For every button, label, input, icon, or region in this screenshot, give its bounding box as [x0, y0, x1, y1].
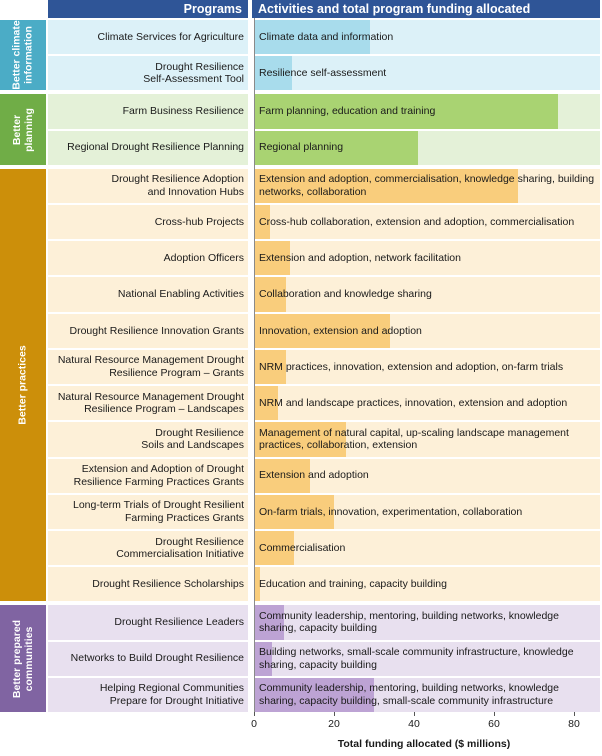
activity-cell [254, 94, 600, 128]
activity-label: Resilience self-assessment [259, 67, 387, 80]
program-name: Drought Resilience Innovation Grants [48, 314, 248, 348]
activity-cell [254, 642, 600, 676]
program-name: Drought Resilience Commercialisation Initiative [48, 531, 248, 565]
program-name: Networks to Build Drought Resilience [48, 642, 248, 676]
x-axis [251, 712, 594, 756]
group-label: Better prepared communities [0, 605, 46, 712]
program-name: Extension and Adoption of Drought Resilience Farming Practices Grants [48, 459, 248, 493]
program-row [48, 605, 600, 639]
activity-cell [254, 678, 600, 712]
activity-label: Education and training, capacity building [259, 578, 447, 590]
activity-cell [254, 531, 600, 565]
activity-cell [254, 350, 600, 384]
program-row [48, 642, 600, 676]
program-name: Farm Business Resilience [48, 94, 248, 128]
activity-label: On-farm trials, innovation, experimentation, collaboration [259, 505, 523, 518]
program-row [48, 567, 600, 601]
activity-label: Farm planning, education and training [259, 105, 436, 118]
program-row [48, 277, 600, 311]
x-tick [254, 712, 255, 716]
activity-label: NRM practices, innovation, extension and adoption, on-farm trials [259, 360, 564, 373]
program-name: Natural Resource Management Drought Resilience Program – Landscapes [48, 386, 248, 420]
program-name: Drought Resilience Adoption and Innovation Hubs [48, 169, 248, 203]
activity-label: Extension and adoption, network facilitation [259, 252, 461, 265]
activity-cell [254, 131, 600, 165]
x-tick [414, 712, 415, 716]
program-name: Cross-hub Projects [48, 205, 248, 239]
program-row [48, 131, 600, 165]
activity-cell [254, 605, 600, 639]
program-row [48, 386, 600, 420]
program-row [48, 678, 600, 712]
program-row [48, 56, 600, 90]
program-row [48, 495, 600, 529]
program-row [48, 314, 600, 348]
program-name: Climate Services for Agriculture [48, 20, 248, 54]
activity-label: Innovation, extension and adoption [259, 324, 422, 337]
program-row [48, 241, 600, 275]
activity-label: Cross-hub collaboration, extension and adoption, commercialisation [259, 215, 575, 228]
group-label: Better climate information [0, 20, 46, 90]
x-tick-label: 0 [251, 718, 257, 730]
activity-label: Extension and adoption [259, 469, 369, 482]
program-name: Long-term Trials of Drought Resilient Farming Practices Grants [48, 495, 248, 529]
program-row [48, 20, 600, 54]
x-tick [334, 712, 335, 716]
program-name: Drought Resilience Scholarships [48, 567, 248, 601]
x-tick [574, 712, 575, 716]
activity-cell [254, 205, 600, 239]
activity-label: Commercialisation [259, 541, 346, 554]
group-label: Better planning [0, 94, 46, 164]
activity-cell [254, 567, 600, 601]
activity-cell [254, 20, 600, 54]
activity-cell [254, 386, 600, 420]
activity-cell [254, 422, 600, 456]
x-tick-label: 60 [488, 718, 500, 730]
group-label: Better practices [0, 169, 46, 602]
program-row [48, 94, 600, 128]
program-name: Natural Resource Management Drought Resilience Program – Grants [48, 350, 248, 384]
program-name: Adoption Officers [48, 241, 248, 275]
activity-label: Building networks, small-scale community infrastructure, knowledge sharing, capacity building [259, 646, 574, 671]
activity-cell [254, 277, 600, 311]
activity-cell [254, 56, 600, 90]
x-tick [494, 712, 495, 716]
axis-zero-line [254, 18, 255, 712]
activities-header: Activities and total program funding allocated [252, 0, 600, 18]
activity-label: Regional planning [259, 141, 344, 154]
program-row [48, 205, 600, 239]
activity-label: Management of natural capital, up-scaling landscape management practices, collaboration, extension [259, 426, 569, 452]
activity-label: Community leadership, mentoring, building networks, knowledge sharing, capacity building [259, 609, 559, 635]
activity-label: NRM and landscape practices, innovation, extension and adoption [259, 396, 568, 409]
activity-label: Community leadership, mentoring, building networks, knowledge sharing, capacity building, small-scale community infrastructure [259, 682, 559, 707]
program-row [48, 531, 600, 565]
x-axis-label: Total funding allocated ($ millions) [337, 738, 511, 750]
program-row [48, 459, 600, 493]
program-name: Helping Regional Communities Prepare for Drought Initiative [48, 678, 248, 712]
activity-label: Climate data and information [259, 30, 394, 43]
program-name: Drought Resilience Self-Assessment Tool [48, 56, 248, 90]
program-row [48, 169, 600, 203]
activity-cell [254, 495, 600, 529]
activity-cell [254, 241, 600, 275]
activity-cell [254, 314, 600, 348]
activity-cell [254, 459, 600, 493]
activity-cell [254, 169, 600, 203]
activity-label: Extension and adoption, commercialisation, knowledge sharing, building networks, collaboration [259, 173, 595, 198]
activity-label: Collaboration and knowledge sharing [259, 288, 432, 301]
x-tick-label: 80 [568, 718, 580, 730]
programs-header: Programs [48, 0, 248, 18]
program-row [48, 350, 600, 384]
x-tick-label: 40 [408, 718, 420, 730]
program-row [48, 422, 600, 456]
x-tick-label: 20 [328, 718, 340, 730]
program-name: Regional Drought Resilience Planning [48, 131, 248, 165]
program-name: Drought Resilience Leaders [48, 605, 248, 639]
program-name: Drought Resilience Soils and Landscapes [48, 422, 248, 456]
program-name: National Enabling Activities [48, 277, 248, 311]
